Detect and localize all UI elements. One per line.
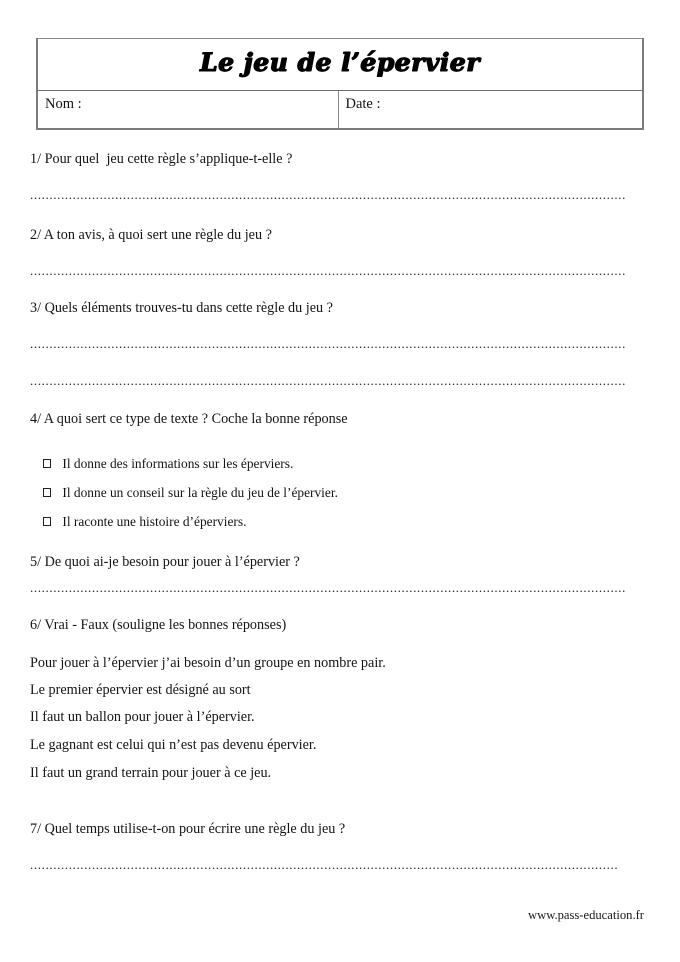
vf-statement-3[interactable]: Il faut un ballon pour jouer à l’épervier. [30, 709, 255, 725]
date-label: Date : [345, 96, 381, 112]
question-3-text: 3/ Quels éléments trouves-tu dans cette règle du jeu ? [30, 300, 333, 316]
fields-row [37, 91, 643, 129]
checkbox-option-3[interactable] [30, 498, 246, 546]
vf-statement-4[interactable]: Le gagnant est celui qui n’est pas devenu épervier. [30, 737, 317, 753]
question-5-text: 5/ De quoi ai-je besoin pour jouer à l’épervier ? [30, 554, 300, 570]
page-title: Le jeu de l’épervier [200, 48, 480, 77]
answer-line-q5[interactable]: .......................................................................................................................................................... [30, 583, 626, 595]
answer-line-q2[interactable]: .......................................................................................................................................................... [30, 266, 626, 278]
answer-line-q1[interactable]: .......................................................................................................................................................... [30, 190, 626, 202]
vf-statement-2[interactable]: Le premier épervier est désigné au sort [30, 682, 251, 698]
question-6-text: 6/ Vrai - Faux (souligne les bonnes réponses) [30, 617, 287, 633]
header-table [36, 38, 644, 130]
nom-label: Nom : [45, 96, 82, 112]
date-field-cell[interactable] [338, 91, 643, 129]
title-row [37, 39, 643, 91]
vf-statement-5[interactable]: Il faut un grand terrain pour jouer à ce jeu. [30, 765, 272, 781]
nom-field-cell[interactable] [37, 91, 338, 129]
checkbox-option-1-label: Il donne des informations sur les éperviers. [62, 456, 294, 471]
question-1-text: 1/ Pour quel jeu cette règle s’applique-t-elle ? [30, 151, 293, 167]
footer-url: www.pass-education.fr [528, 908, 644, 922]
answer-line-q3-b[interactable]: .......................................................................................................................................................... [30, 376, 626, 388]
checkbox-option-2-label: Il donne un conseil sur la règle du jeu de l’épervier. [62, 485, 338, 500]
question-4-text: 4/ A quoi sert ce type de texte ? Coche la bonne réponse [30, 411, 348, 427]
question-2-text: 2/ A ton avis, à quoi sert une règle du jeu ? [30, 227, 272, 243]
answer-line-q3-a[interactable]: .......................................................................................................................................................... [30, 339, 626, 351]
checkbox-icon[interactable] [43, 517, 51, 526]
vf-statement-1[interactable]: Pour jouer à l’épervier j’ai besoin d’un groupe en nombre pair. [30, 655, 386, 671]
checkbox-icon[interactable] [43, 488, 51, 497]
checkbox-icon[interactable] [43, 459, 51, 468]
checkbox-option-3-label: Il raconte une histoire d’éperviers. [62, 514, 247, 529]
answer-line-q7[interactable]: ........................................................................................................................................................ [30, 860, 619, 872]
title-cell [37, 39, 643, 91]
question-7-text: 7/ Quel temps utilise-t-on pour écrire une règle du jeu ? [30, 821, 346, 837]
